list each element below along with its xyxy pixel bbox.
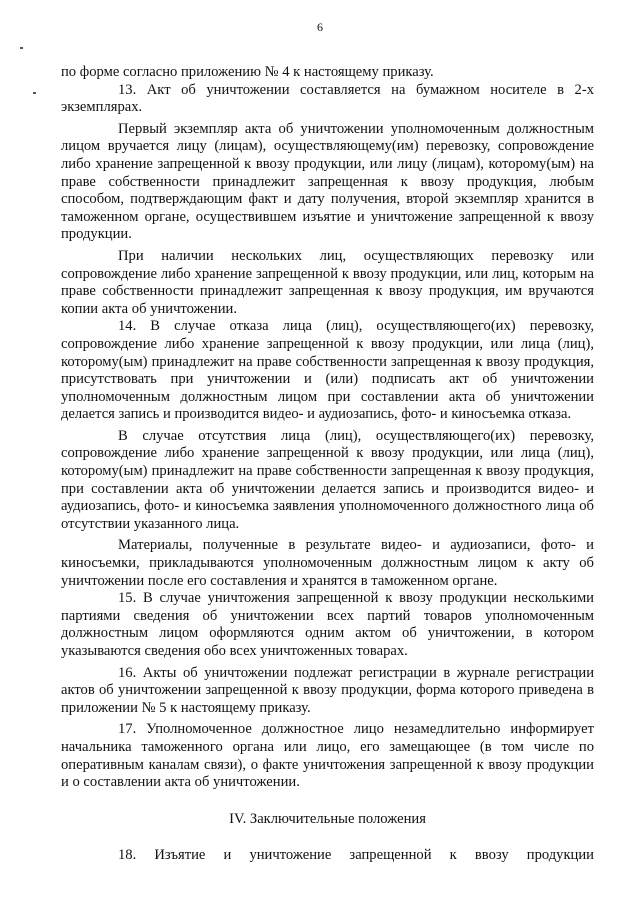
- paragraph-14: 14. В случае отказа лица (лиц), осуществляющего(их) перевозку, сопровождение либо хранение запрещенной к ввозу продукции, или лица (лиц), которому(ым) принадлежит на праве собственности запрещенная к ввозу продукция, присутствовать при уничтожении и (или) подписать акт об уничтожении уполномоченным должностным лицом при составлении акта об уничтожении делается запись и производится видео- и аудиозапись, фото- и киносъемка отказа.: [61, 318, 594, 423]
- paragraph-first-copy: Первый экземпляр акта об уничтожении уполномоченным должностным лицом вручается лицу (лицам), осуществляющему(им) перевозку, сопровождение либо хранение запрещенной к ввозу продукции, или лицу (лицам), которому(ым) на праве собственности принадлежит запрещенная к ввозу продукция, любым способом, подтверждающим факт и дату получения, второй экземпляр хранится в таможенном органе, осуществившем изъятие и уничтожение запрещенной к ввозу продукции.: [61, 120, 594, 243]
- paragraph-continuation: по форме согласно приложению № 4 к настоящему приказу.: [61, 64, 434, 80]
- paragraph-materials: Материалы, полученные в результате видео- и аудиозаписи, фото- и киносъемки, прикладываются уполномоченным должностным лицом к акту об уничтожении после его составления и хранятся в таможенном органе.: [61, 537, 594, 589]
- scan-mark: [33, 92, 36, 94]
- paragraph-13: 13. Акт об уничтожении составляется на бумажном носителе в 2-х экземплярах.: [61, 81, 594, 116]
- document-body: [61, 64, 594, 865]
- page-number: 6: [317, 20, 323, 34]
- paragraph-17: 17. Уполномоченное должностное лицо незамедлительно информирует начальника таможенного органа или лицо, его замещающее (в том числе по оперативным каналам связи), о факте уничтожения запрещенной к ввозу продукции и о составлении акта об уничтожении.: [61, 721, 594, 791]
- paragraph-15: 15. В случае уничтожения запрещенной к ввозу продукции несколькими партиями сведения об уничтожении всех партий товаров уполномоченным должностным лицом оформляются одним актом об уничтожении, в котором указываются сведения обо всех уничтоженных товарах.: [61, 590, 594, 659]
- scan-mark: [20, 47, 23, 49]
- paragraph-16: 16. Акты об уничтожении подлежат регистрации в журнале регистрации актов об уничтожении запрещенной к ввозу продукции, форма которого приведена в приложении № 5 к настоящему приказу.: [61, 664, 594, 716]
- paragraph-18: 18. Изъятие и уничтожение запрещенной к ввозу продукции: [118, 847, 594, 864]
- paragraph-absence: В случае отсутствия лица (лиц), осуществляющего(их) перевозку, сопровождение либо хранение запрещенной к ввозу продукции, или лица (лиц), которому(ым) принадлежит на праве собственности запрещенная к ввозу продукция, при составлении акта об уничтожении делается запись и производится видео- и аудиозапись, фото- и киносъемка заявления уполномоченного должностного лица об отсутствии указанного лица.: [61, 427, 594, 532]
- section-heading: IV. Заключительные положения: [229, 810, 426, 827]
- paragraph-multiple-persons: При наличии нескольких лиц, осуществляющих перевозку или сопровождение либо хранение запрещенной к ввозу продукции, или лиц, которым на праве собственности принадлежит запрещенная к ввозу продукция, им вручаются копии акта об уничтожении.: [61, 247, 594, 317]
